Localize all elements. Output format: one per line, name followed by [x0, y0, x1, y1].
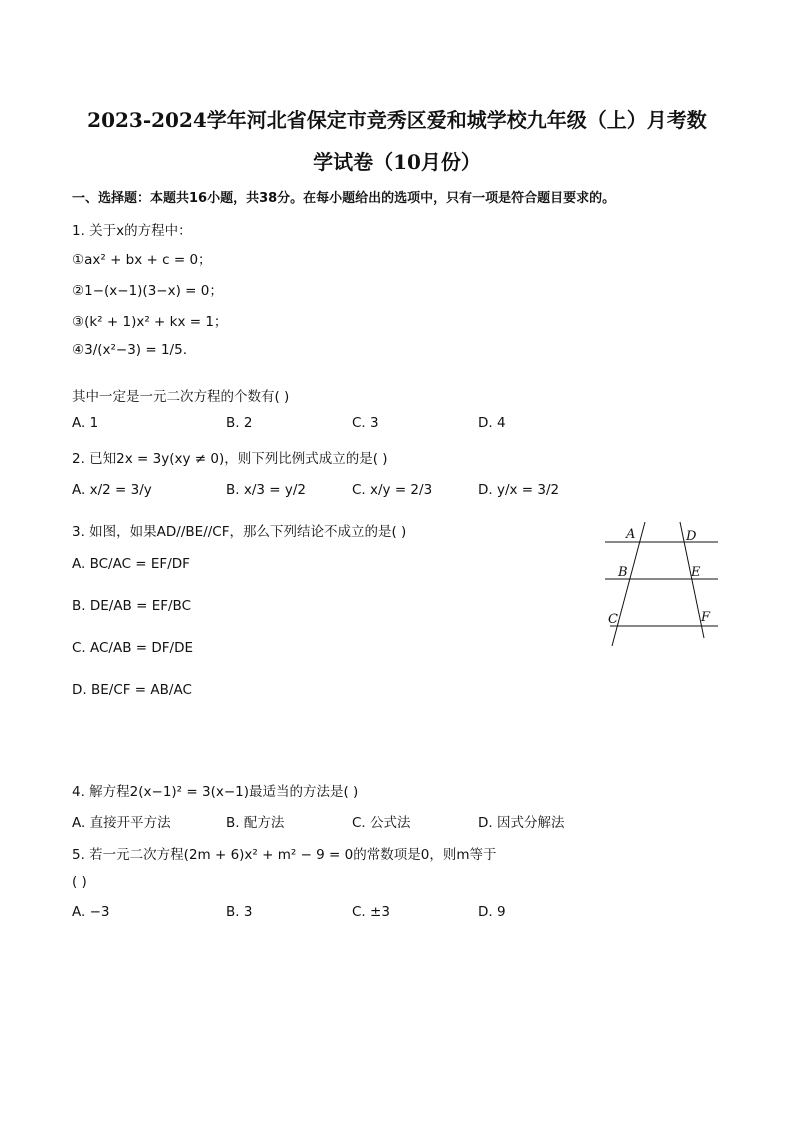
label-c: C [608, 612, 618, 627]
q2-option-a: A. x/2 = 3/y [72, 482, 152, 498]
q3-option-a: A. BC/AC = EF/DF [72, 556, 190, 572]
q2-option-d: D. y/x = 3/2 [478, 482, 560, 498]
q2-stem: 2. 已知2x = 3y(xy ≠ 0)，则下列比例式成立的是( ) [72, 451, 388, 467]
parallel-lines-figure [600, 518, 724, 650]
q1-option-c: C. 3 [352, 415, 379, 431]
q5-option-c: C. ±3 [352, 904, 390, 920]
q1-stem: 1. 关于x的方程中： [72, 223, 192, 239]
q3-option-c: C. AC/AB = DF/DE [72, 640, 194, 656]
q2-option-c: C. x/y = 2/3 [352, 482, 433, 498]
q4-stem: 4. 解方程2(x−1)² = 3(x−1)最适当的方法是( ) [72, 784, 359, 800]
label-b: B [618, 565, 628, 580]
q5-stem: 5. 若一元二次方程(2m + 6)x² + m² − 9 = 0的常数项是0，则m等于 [72, 847, 497, 863]
label-a: A [626, 527, 636, 542]
q1-item-2: ②1−(x−1)(3−x) = 0； [72, 283, 223, 299]
label-f: F [701, 610, 711, 625]
q5-option-d: D. 9 [478, 904, 506, 920]
q5-option-b: B. 3 [226, 904, 253, 920]
section-heading: 一、选择题：本题共16小题，共38分。在每小题给出的选项中，只有一项是符合题目要求的。 [72, 191, 616, 206]
q4-option-a: A. 直接开平方法 [72, 815, 171, 831]
exam-title-line2: 学试卷（10月份） [313, 150, 481, 174]
q1-option-a: A. 1 [72, 415, 99, 431]
q1-option-d: D. 4 [478, 415, 506, 431]
q1-option-b: B. 2 [226, 415, 253, 431]
q5-option-a: A. −3 [72, 904, 110, 920]
q2-option-b: B. x/3 = y/2 [226, 482, 306, 498]
label-e: E [691, 565, 701, 580]
q1-item-4: ④3/(x²−3) = 1/5. [72, 342, 187, 358]
q4-option-c: C. 公式法 [352, 815, 411, 831]
q1-item-3: ③(k² + 1)x² + kx = 1； [72, 314, 228, 330]
q4-option-d: D. 因式分解法 [478, 815, 565, 831]
q1-item-1: ①ax² + bx + c = 0； [72, 252, 212, 268]
q3-option-d: D. BE/CF = AB/AC [72, 682, 192, 698]
exam-title-line1: 2023-2024学年河北省保定市竞秀区爱和城学校九年级（上）月考数 [87, 108, 707, 132]
label-d: D [686, 529, 697, 544]
q3-option-b: B. DE/AB = EF/BC [72, 598, 192, 614]
q4-option-b: B. 配方法 [226, 815, 285, 831]
q1-question: 其中一定是一元二次方程的个数有( ) [72, 389, 290, 405]
q3-stem: 3. 如图，如果AD//BE//CF，那么下列结论不成立的是( ) [72, 524, 407, 540]
q5-paren: ( ) [72, 874, 87, 890]
